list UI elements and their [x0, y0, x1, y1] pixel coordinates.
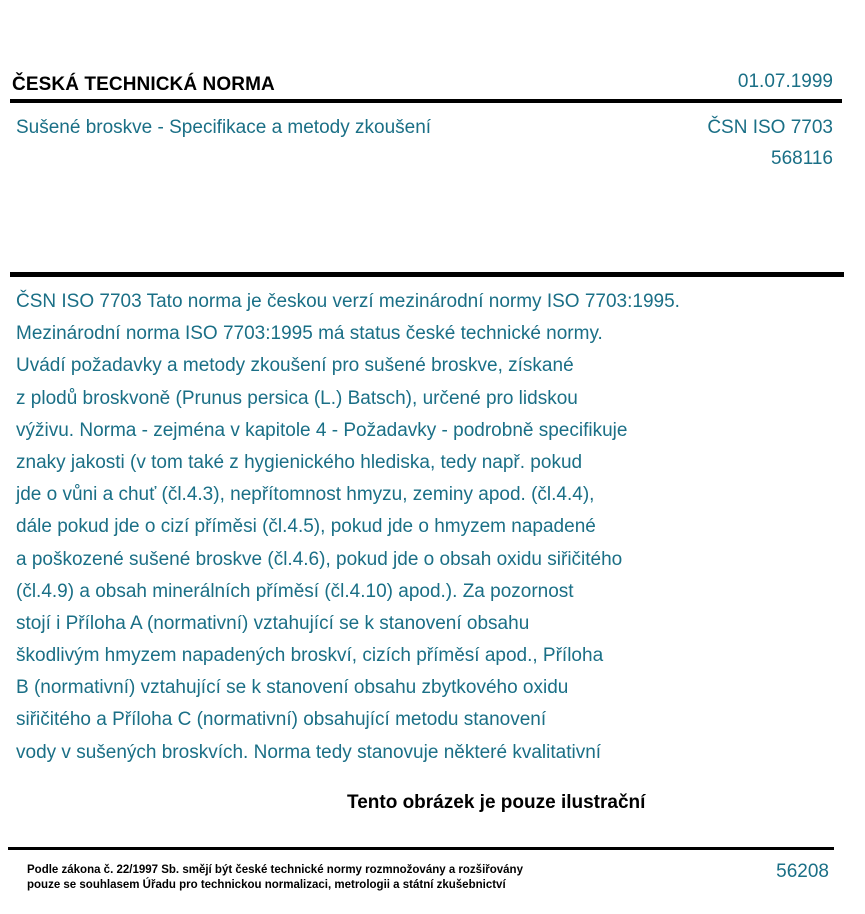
middle-rule	[10, 272, 844, 277]
abstract-line: vody v sušených broskvích. Norma tedy stanovuje některé kvalitativní	[16, 741, 602, 763]
standard-subject: Sušené broskve - Specifikace a metody zkoušení	[16, 117, 432, 138]
abstract-line: (čl.4.9) a obsah minerálních příměsí (čl.4.10) apod.). Za pozornost	[16, 580, 574, 602]
abstract-line: z plodů broskvoně (Prunus persica (L.) Batsch), určené pro lidskou	[16, 387, 578, 409]
top-rule	[10, 99, 842, 103]
legal-line: Podle zákona č. 22/1997 Sb. smějí být české technické normy rozmnožovány a rozšiřovány	[27, 864, 523, 876]
order-number: 56208	[776, 861, 829, 882]
abstract-line: dále pokud jde o cizí příměsi (čl.4.5), pokud jde o hmyzem napadené	[16, 516, 596, 538]
bottom-rule	[8, 847, 834, 850]
publication-date: 01.07.1999	[737, 71, 833, 92]
abstract-line: Mezinárodní norma ISO 7703:1995 má status české technické normy.	[16, 323, 603, 345]
abstract-line: siřičitého a Příloha C (normativní) obsahující metodu stanovení	[16, 709, 547, 731]
standard-code: ČSN ISO 7703	[707, 117, 833, 138]
abstract-line: ČSN ISO 7703 Tato norma je českou verzí mezinárodní normy ISO 7703:1995.	[16, 291, 680, 312]
document-title: ČESKÁ TECHNICKÁ NORMA	[12, 74, 275, 95]
classification-code: 568116	[771, 148, 833, 169]
legal-notice	[27, 863, 523, 893]
abstract-line: a poškozené sušené broskve (čl.4.6), pokud jde o obsah oxidu siřičitého	[16, 548, 623, 570]
abstract-line: škodlivým hmyzem napadených broskví, cizích příměsí apod., Příloha	[16, 645, 604, 667]
abstract-line: B (normativní) vztahující se k stanovení obsahu zbytkového oxidu	[16, 677, 569, 699]
abstract-line: výživu. Norma - zejména v kapitole 4 - Požadavky - podrobně specifikuje	[16, 419, 628, 441]
abstract-text	[16, 286, 816, 769]
abstract-line: jde o vůni a chuť (čl.4.3), nepřítomnost hmyzu, zeminy apod. (čl.4.4),	[16, 484, 595, 506]
abstract-line: znaky jakosti (v tom také z hygienického hlediska, tedy např. pokud	[16, 451, 583, 473]
abstract-line: Uvádí požadavky a metody zkoušení pro sušené broskve, získané	[16, 355, 574, 377]
legal-line: pouze se souhlasem Úřadu pro technickou normalizaci, metrologii a státní zkušebnictví	[27, 879, 506, 891]
abstract-line: stojí i Příloha A (normativní) vztahující se k stanovení obsahu	[16, 612, 530, 634]
illustration-note: Tento obrázek je pouze ilustrační	[347, 792, 646, 813]
